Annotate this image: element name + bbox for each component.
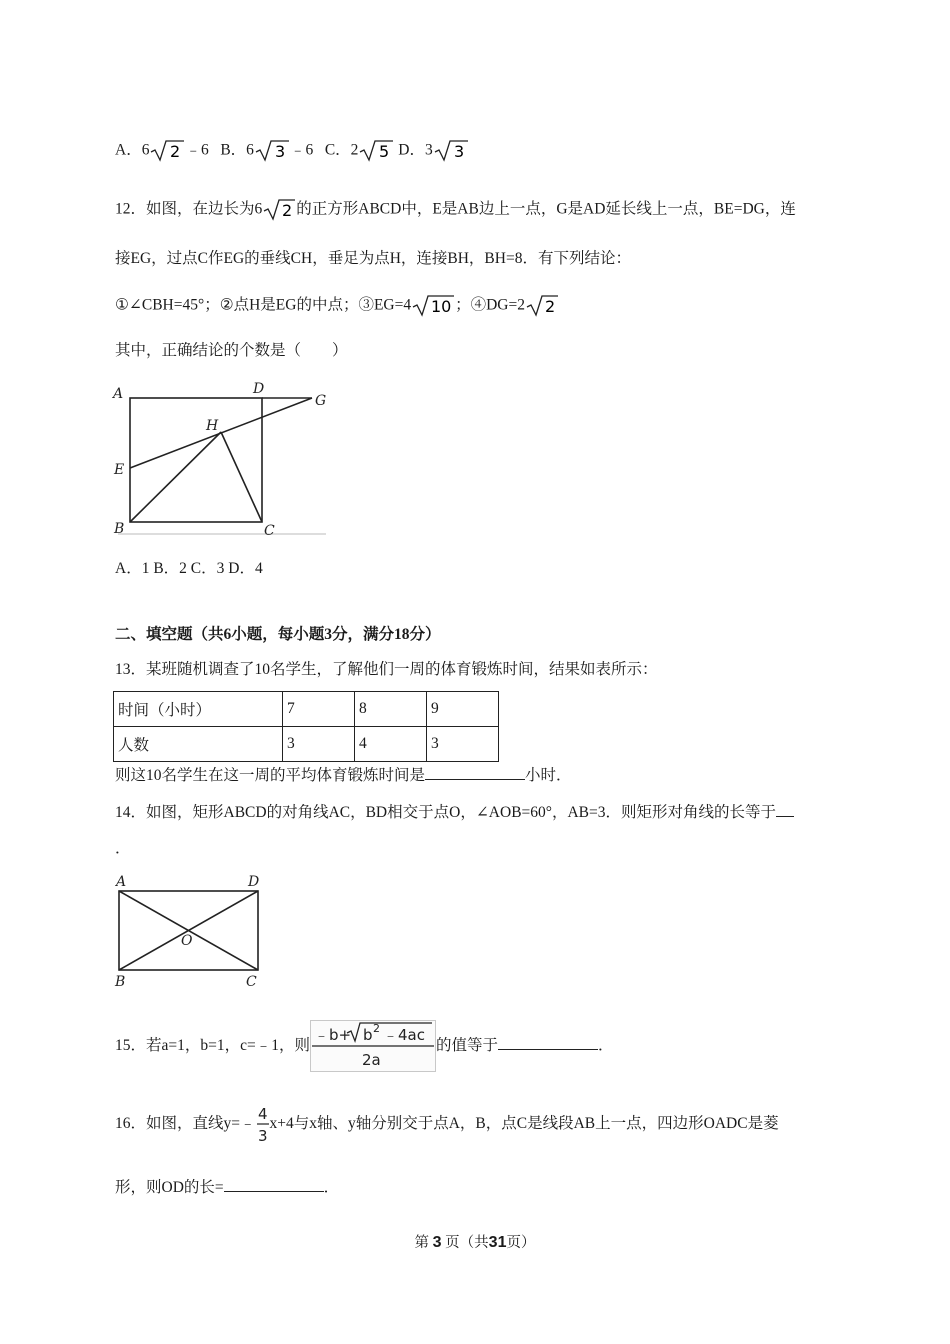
table-cell: 时间（小时） <box>114 692 283 727</box>
q13-table <box>113 691 499 762</box>
q16-line1: 16．如图，直线y=﹣ 4 3 x+4与x轴、y轴分别交于点A，B，点C是线段AB上一点，四边形OADC是菱 <box>115 1102 779 1146</box>
label-b: B <box>115 974 126 990</box>
label-c: C <box>246 974 257 990</box>
label-d: D <box>248 874 260 890</box>
svg-text:2: 2 <box>282 201 293 220</box>
label-c: C <box>264 523 275 538</box>
q12-square-figure <box>110 378 335 538</box>
table-cell: 4 <box>355 727 427 762</box>
label-e: E <box>114 462 125 478</box>
label-a: A <box>113 386 124 402</box>
svg-text:3: 3 <box>274 142 286 161</box>
quadratic-formula <box>310 1020 436 1072</box>
q13-intro: 13．某班随机调查了10名学生，了解他们一周的体育锻炼时间，结果如表所示： <box>115 661 658 678</box>
q12-options: A．1 B．2 C．3 D．4 <box>115 560 263 577</box>
svg-text:3: 3 <box>257 1127 268 1146</box>
label-g: G <box>315 393 327 409</box>
option-a-label: A．6 <box>115 141 150 159</box>
answer-blank[interactable] <box>776 802 794 817</box>
q16-line2: 形，则OD的长= ． <box>115 1179 340 1196</box>
option-a-tail: ﹣6 <box>185 141 209 159</box>
svg-text:b: b <box>362 1026 373 1045</box>
svg-text:2a: 2a <box>361 1051 381 1070</box>
answer-blank[interactable] <box>224 1177 324 1192</box>
q12-line1: 12．如图，在边长为6 2 的正方形ABCD中，E是AB边上一点，G是AD延长线上一点，BE=DG，连 <box>115 198 796 222</box>
sqrt-radical <box>149 139 185 163</box>
page-number: 3 <box>432 1234 442 1251</box>
sqrt-radical <box>433 139 469 163</box>
label-h: H <box>206 418 219 434</box>
table-row <box>114 692 499 727</box>
label-d: D <box>253 381 265 397</box>
svg-text:4: 4 <box>257 1105 268 1124</box>
table-cell: 人数 <box>114 727 283 762</box>
q11-options <box>115 139 469 163</box>
answer-blank[interactable] <box>425 765 525 780</box>
q14-text: 14．如图，矩形ABCD的对角线AC，BD相交于点O，∠AOB=60°，AB=3．则矩形对角线的长等于 <box>115 802 794 824</box>
label-o: O <box>181 933 193 949</box>
svg-text:﹣4ac: ﹣4ac <box>382 1026 425 1045</box>
svg-text:5: 5 <box>379 142 390 161</box>
option-d-label: D．3 <box>398 141 433 159</box>
option-c-label: C．2 <box>324 141 359 159</box>
svg-text:2: 2 <box>545 297 556 316</box>
sqrt-radical <box>411 294 455 318</box>
q12-line3: ①∠CBH=45°；②点H是EG的中点；③EG=4 10 ；④DG=2 2 <box>115 294 559 318</box>
svg-text:2: 2 <box>170 142 181 161</box>
q14-rectangle-figure <box>110 871 270 993</box>
page-footer: 第 3 页（共31页） <box>414 1234 536 1251</box>
label-a: A <box>116 874 127 890</box>
sqrt-radical <box>525 294 559 318</box>
table-cell: 9 <box>427 692 499 727</box>
table-cell: 3 <box>283 727 355 762</box>
sqrt-radical <box>358 139 394 163</box>
sqrt-radical <box>262 198 296 222</box>
label-b: B <box>114 521 125 537</box>
q15-line: 15．若a=1，b=1，c=﹣1，则 ﹣b+ b 2 ﹣4ac 2a 的值等于 ． <box>115 1019 614 1073</box>
table-cell: 3 <box>427 727 499 762</box>
table-cell: 7 <box>283 692 355 727</box>
sqrt-radical <box>254 139 290 163</box>
q12-line4: 其中，正确结论的个数是（ ） <box>115 342 348 359</box>
q14-end: ． <box>115 840 131 857</box>
answer-blank[interactable] <box>498 1035 598 1050</box>
svg-text:10: 10 <box>431 297 452 316</box>
svg-text:2: 2 <box>372 1022 380 1036</box>
segment-bh <box>130 432 221 522</box>
q13-question: 则这10名学生在这一周的平均体育锻炼时间是 小时． <box>115 767 572 784</box>
option-b-tail: ﹣6 <box>289 141 314 159</box>
section2-title: 二、填空题（共6小题，每小题3分，满分18分） <box>115 626 441 643</box>
table-cell: 8 <box>355 692 427 727</box>
q12-line2: 接EG，过点C作EG的垂线CH，垂足为点H，连接BH，BH=8．有下列结论： <box>115 250 631 267</box>
segment-ch <box>221 432 262 522</box>
svg-text:3: 3 <box>453 142 464 161</box>
svg-text:﹣b+: ﹣b+ <box>313 1026 352 1045</box>
option-b-label: B．6 <box>220 141 254 159</box>
table-row <box>114 727 499 762</box>
page-total: 31 <box>488 1234 507 1251</box>
fraction <box>256 1102 270 1146</box>
